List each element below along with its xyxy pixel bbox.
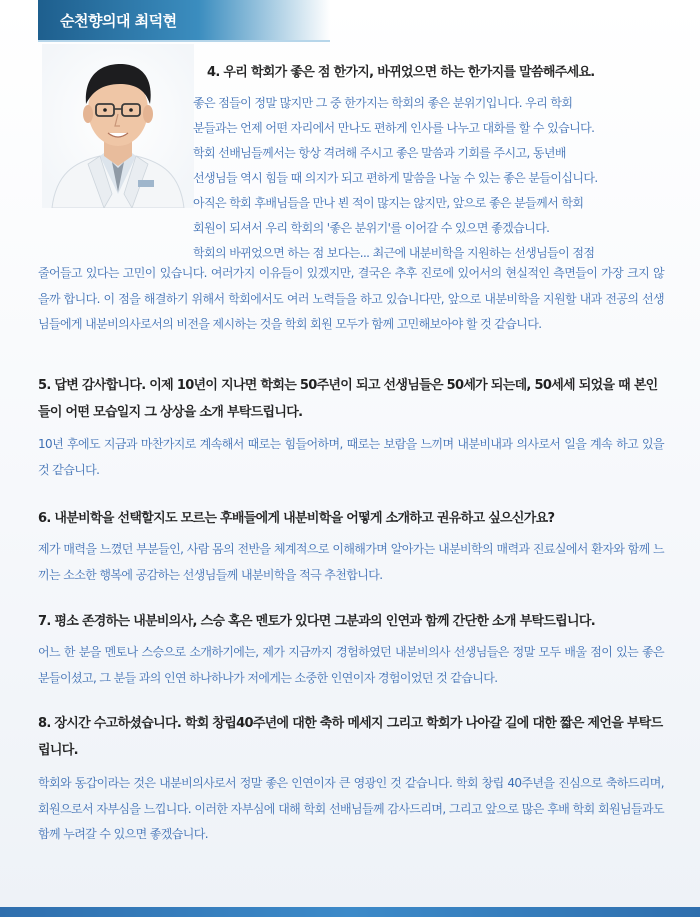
question-7: 7. 평소 존경하는 내분비의사, 스승 혹은 멘토가 있다면 그분과의 인연과 함께 간단한 소개 부탁드립니다. (38, 614, 595, 629)
answer-4-line-2: 분들과는 언제 어떤 자리에서 만나도 편하게 인사를 나누고 대화를 할 수 있습니다. (193, 121, 595, 135)
answer-4-line-1: 좋은 점들이 정말 많지만 그 중 한가지는 학회의 좋은 분위기입니다. 우리 학회 (193, 96, 573, 110)
header-banner (38, 0, 330, 42)
answer-4-line-7: 학회의 바뀌었으면 하는 점 보다는... 최근에 내분비학을 지원하는 선생님들이 점점 (193, 246, 595, 260)
question-4: 4. 우리 학회가 좋은 점 한가지, 바뀌었으면 하는 한가지를 말씀해주세요. (207, 65, 595, 80)
answer-4-line-6: 회원이 되셔서 우리 학회의 '좋은 분위기'를 이어갈 수 있으면 좋겠습니다. (193, 221, 550, 235)
answer-4-line-5: 아직은 학회 후배님들을 만나 뵌 적이 많지는 않지만, 앞으로 좋은 분들께서 학회 (193, 196, 584, 210)
answer-6: 제가 매력을 느꼈던 부분들인, 사람 몸의 전반을 체계적으로 이해해가며 알아가는 내분비학의 매력과 진료실에서 환자와 함께 느끼는 소소한 행복에 공감하는 선생님들께 내분비학을 적극 추천합니다. (38, 542, 664, 582)
answer-4-continued: 줄어들고 있다는 고민이 있습니다. 여러가지 이유들이 있겠지만, 결국은 추후 진로에 있어서의 현실적인 측면들이 가장 크지 않을까 합니다. 이 점을 해결하기 위해서 학회에서도 여러 노력들을 하고 있습니다만, 앞으로 내분비학을 지원할 내과 전공의 선생님들에게 내분비의사로서의 비전을 제시하는 것을 학회 회원 모두가 함께 고민해보아야 할 것 같습니다. (38, 266, 664, 331)
answer-4-line-4: 선생님들 역시 힘들 때 의지가 되고 편하게 말씀을 나눌 수 있는 좋은 분들이십니다. (193, 171, 598, 185)
bottom-bar (0, 907, 700, 917)
question-6: 6. 내분비학을 선택할지도 모르는 후배들에게 내분비학을 어떻게 소개하고 권유하고 싶으신가요? (38, 511, 555, 526)
answer-4-line-3: 학회 선배님들께서는 항상 격려해 주시고 좋은 말씀과 기회를 주시고, 동년배 (193, 146, 566, 160)
answer-8: 학회와 동갑이라는 것은 내분비의사로서 정말 좋은 인연이자 큰 영광인 것 같습니다. 학회 창립 40주년을 진심으로 축하드리며, 회원으로서 자부심을 느낍니다. 이러한 자부심에 대해 학회 선배님들께 감사드리며, 그리고 앞으로 많은 후배 학회 회원님들과도 함께 누려갈 수 있으면 좋겠습니다. (38, 776, 664, 841)
question-8: 8. 장시간 수고하셨습니다. 학회 창립40주년에 대한 축하 메세지 그리고 학회가 나아갈 길에 대한 짧은 제언을 부탁드립니다. (38, 716, 663, 758)
answer-7: 어느 한 분을 멘토나 스승으로 소개하기에는, 제가 지금까지 경험하였던 내분비의사 선생님들은 정말 모두 배울 점이 있는 좋은 분들이셨고, 그 분들 과의 인연 하나하나가 저에게는 소중한 인연이자 경험이었던 것 같습니다. (38, 645, 664, 685)
header-title: 순천향의대 최덕현 (60, 12, 177, 30)
question-5: 5. 답변 감사합니다. 이제 10년이 지나면 학회는 50주년이 되고 선생님들은 50세가 되는데, 50세세 되었을 때 본인들이 어떤 모습일지 그 상상을 소개 부탁드립니다. (38, 378, 658, 420)
doctor-portrait (42, 44, 194, 208)
answer-5: 10년 후에도 지금과 마찬가지로 계속해서 때로는 힘들어하며, 때로는 보람을 느끼며 내분비내과 의사로서 일을 계속 하고 있을 것 같습니다. (38, 437, 664, 477)
